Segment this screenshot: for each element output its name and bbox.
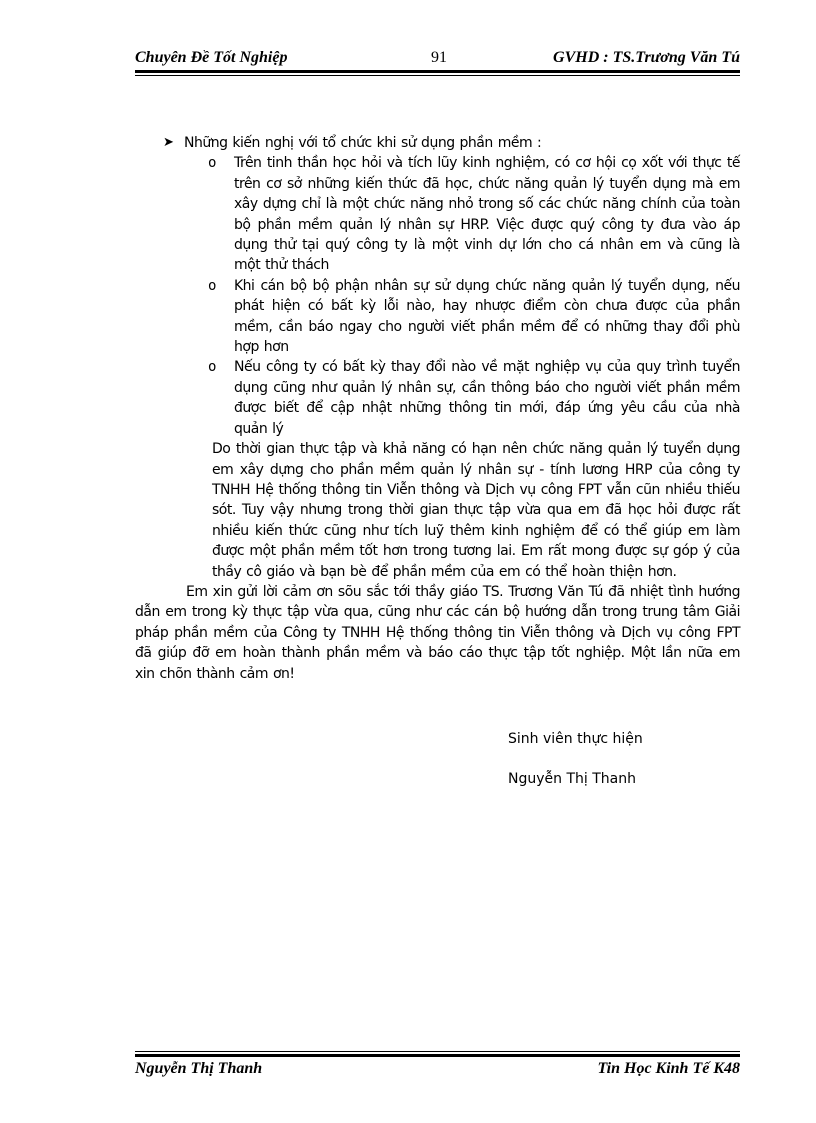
header-document-title: Chuyên Đề Tốt Nghiệp	[135, 49, 288, 66]
page-body	[135, 133, 740, 684]
recommendation-heading	[135, 133, 740, 153]
list-item	[135, 153, 740, 275]
list-item-text: Nếu công ty có bất kỳ thay đổi nào về mặt nghiệp vụ của quy trình tuyển dụng cũng như quản lý nhân sự, cần thông báo cho người viết phần mềm được biết để cập nhật những thông tin mới, đáp ứng yêu cầu của nhà quản lý	[234, 359, 740, 437]
signature-name: Nguyễn Thị Thanh	[508, 771, 636, 787]
arrow-bullet-icon: ➤	[163, 135, 174, 150]
signature-role: Sinh viên thực hiện	[508, 731, 643, 747]
header-rule-thin	[135, 75, 740, 76]
recommendation-heading-text: Những kiến nghị với tổ chức khi sử dụng phần mềm :	[184, 135, 542, 151]
circle-bullet-icon: o	[208, 155, 216, 172]
acknowledgement-paragraph: Em xin gửi lời cảm ơn sõu sắc tới thầy giáo TS. Trương Văn Tú đã nhiệt tình hướng dẫn em trong kỳ thực tập vừa qua, cũng như các cán bộ hướng dẫn trong trung tâm Giải pháp phần mềm của Công ty TNHH Hệ thống thông tin Viễn thông và Dịch vụ công FPT đã giúp đỡ em hoàn thành phần mềm và báo cáo thực tập tốt nghiệp. Một lần nữa em xin chõn thành cảm ơn!	[135, 583, 740, 682]
conclusion-paragraph: Do thời gian thực tập và khả năng có hạn nên chức năng quản lý tuyển dụng em xây dựng cho phần mềm quản lý nhân sự - tính lương HRP của công ty TNHH Hệ thống thông tin Viễn thông và Dịch vụ công FPT vẫn cũn nhiều thiếu sót. Tuy vậy nhưng trong thời gian thực tập vừa qua em đã học hỏi được rất nhiều kiến thức cũng như tích luỹ thêm kinh nghiệm để có thể giúp em làm được một phần mềm tốt hơn trong tương lai. Em rất mong được sự góp ý của thầy cô giáo và bạn bè để phần mềm của em có thể hoàn thiện hơn.	[212, 441, 740, 580]
circle-bullet-icon: o	[208, 359, 216, 376]
recommendation-list	[135, 153, 740, 439]
footer-author: Nguyễn Thị Thanh	[135, 1060, 263, 1077]
list-item	[135, 357, 740, 439]
list-item	[135, 276, 740, 358]
footer-rule-thick	[135, 1054, 740, 1057]
circle-bullet-icon: o	[208, 277, 216, 294]
list-item-text: Trên tinh thần học hỏi và tích lũy kinh nghiệm, có cơ hội cọ xốt với thực tế trên cơ sở những kiến thức đã học, chức năng quản lý tuyển dụng mà em xây dựng chỉ là một chức năng nhỏ trong số các chức năng chính của toàn bộ phần mềm quản lý nhân sự HRP. Việc được quý công ty đưa vào áp dụng thử tại quý công ty là một vinh dự lớn cho cá nhân em và cũng là một thử thách	[234, 155, 740, 274]
footer-class: Tin Học Kinh Tế K48	[597, 1060, 740, 1077]
header-page-number: 91	[431, 49, 447, 66]
page-header	[135, 47, 740, 71]
footer-rule-thin	[135, 1051, 740, 1052]
header-rule-thick	[135, 70, 740, 73]
list-item-text: Khi cán bộ bộ phận nhân sự sử dụng chức năng quản lý tuyển dụng, nếu phát hiện có bất kỳ lỗi nào, hay nhược điểm còn chưa được của phần mềm, cần báo ngay cho người viết phần mềm để có những thay đổi phù hợp hơn	[234, 277, 740, 356]
header-supervisor: GVHD : TS.Trương Văn Tú	[553, 49, 740, 66]
